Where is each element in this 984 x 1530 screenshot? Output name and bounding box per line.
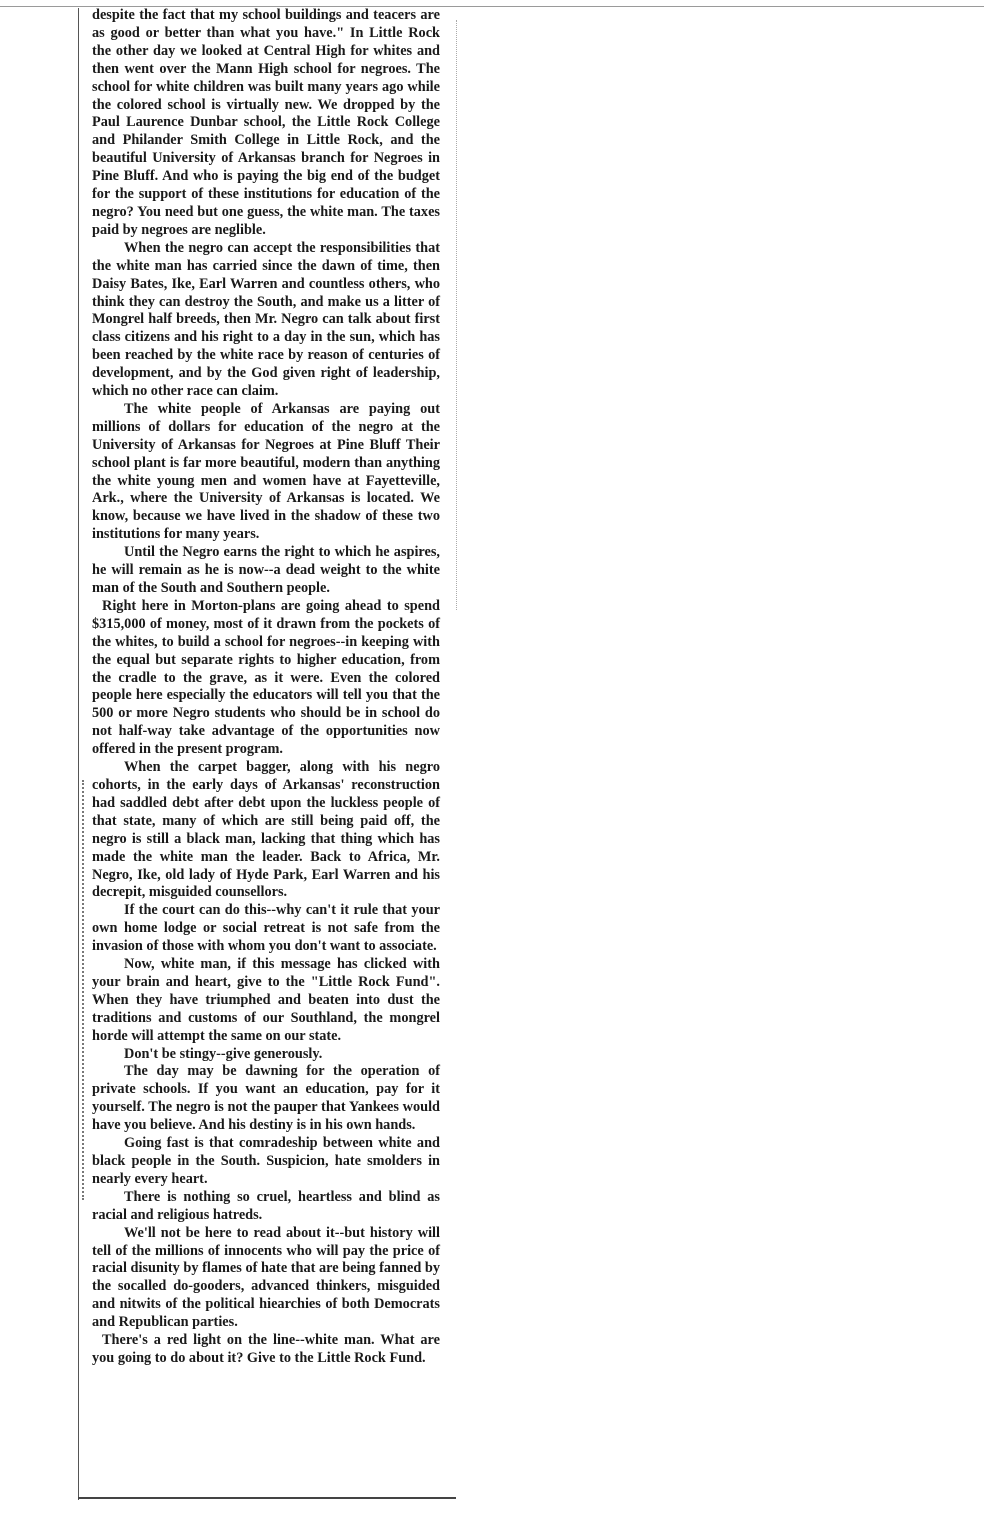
article-column — [92, 7, 440, 1368]
paragraph: Now, white man, if this message has clicked with your brain and heart, give to the "Little Rock Fund". When they have triumphed and beaten into dust the traditions and customs of our Southland, the mongrel horde will attempt the same on our state. — [92, 956, 440, 1044]
paragraph: Until the Negro earns the right to which he aspires, he will remain as he is now--a dead weight to the white man of the South and Southern people. — [92, 544, 440, 596]
left-column-rule-dotted — [82, 780, 84, 1200]
right-column-rule — [456, 20, 457, 610]
paragraph: There's a red light on the line--white man. What are you going to do about it? Give to the Little Rock Fund. — [92, 1332, 440, 1366]
bottom-rule — [78, 1497, 456, 1499]
paragraph: We'll not be here to read about it--but history will tell of the millions of innocents who will pay the price of racial disunity by flames of hate that are being fanned by the socalled do-gooders, advanced thinkers, misguided and nitwits of the political hiearchies of both Democrats and Republican parties. — [92, 1224, 440, 1331]
paragraph: Going fast is that comradeship between white and black people in the South. Suspicion, hate smolders in nearly every heart. — [92, 1135, 440, 1187]
paragraph: When the carpet bagger, along with his negro cohorts, in the early days of Arkansas' reconstruction had saddled debt after debt upon the luckless people of that state, many of which are still being paid off, the negro is still a black man, lacking that thing which has made the white man the leader. Back to Africa, Mr. Negro, Ike, old lady of Hyde Park, Earl Warren and his decrepit, misguided counsellors. — [92, 759, 440, 901]
paragraph: If the court can do this--why can't it rule that your own home lodge or social retreat is not safe from the invasion of those with whom you don't want to associate. — [92, 902, 440, 955]
paragraph: The day may be dawning for the operation of private schools. If you want an education, pay for it yourself. The negro is not the pauper that Yankees would have you believe. And his destiny is in his own hands. — [92, 1063, 440, 1134]
paragraph: When the negro can accept the responsibilities that the white man has carried since the dawn of time, then Daisy Bates, Ike, Earl Warren and countless others, who think they can destroy the South, and make us a litter of Mongrel half breeds, then Mr. Negro can talk about first class citizens and his right to a day in the sun, which has been reached by the white race by reason of centuries of development, and by the God given right of leadership, which no other race can claim. — [92, 239, 440, 400]
left-column-rule — [78, 8, 79, 1500]
paragraph: Don't be stingy--give generously. — [124, 1045, 323, 1062]
paragraph: The white people of Arkansas are paying out millions of dollars for education of the negro at the University of Arkansas for Negroes at Pine Bluff Their school plant is far more beautiful, modern than anything the white young men and women have at Fayetteville, Ark., where the University of Arkansas is located. We know, because we have lived in the shadow of these two institutions for many years. — [92, 400, 440, 543]
paragraph: Right here in Morton-plans are going ahead to spend $315,000 of money, most of it drawn from the pockets of the whites, to build a school for negroes--in keeping with the equal but separate rights to higher education, from the cradle to the grave, as it were. Even the colored people here especially the educators will tell you that the 500 or more Negro students who should be in school do not half-way take advantage of the opportunities now offered in the present program. — [92, 597, 440, 758]
paragraph: There is nothing so cruel, heartless and blind as racial and religious hatreds. — [92, 1188, 440, 1223]
paragraph: despite the fact that my school buildings and teacers are as good or better than what you have." In Little Rock the other day we looked at Central High for whites and then went over the Mann High school for negroes. The school for white children was built many years ago while the colored school is virtually new. We dropped by the Paul Laurence Dunbar school, the Little Rock College and Philander Smith College in Little Rock, and the beautiful University of Arkansas branch for Negroes in Pine Bluff. And who is paying the big end of the budget for the support of these institutions for education of the negro? You need but one guess, the white man. The taxes paid by negroes are neglible. — [92, 7, 440, 238]
